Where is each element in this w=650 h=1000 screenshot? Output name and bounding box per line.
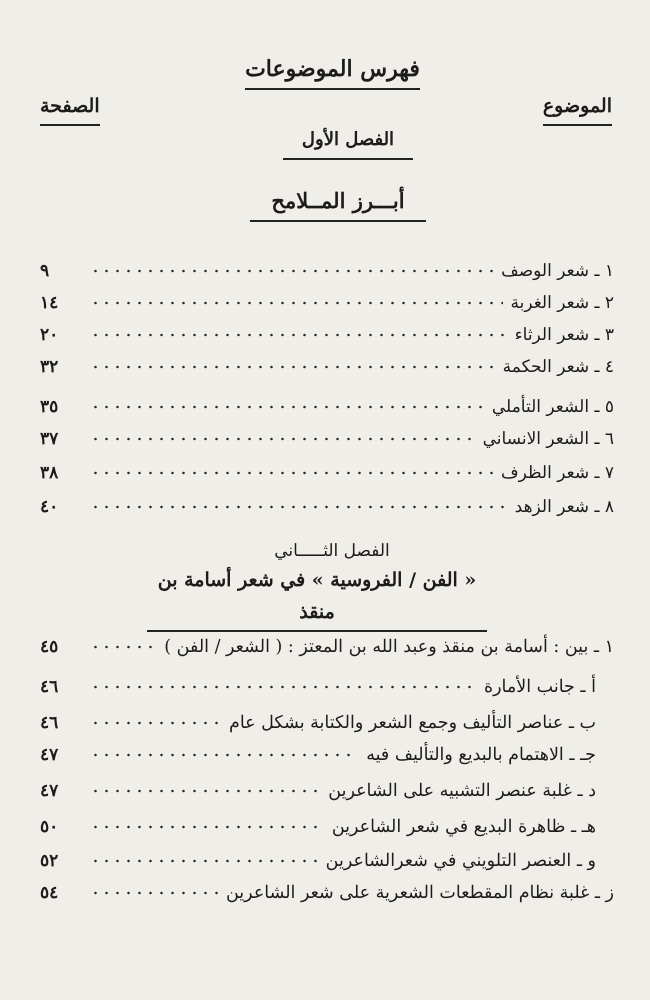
entry-label: ٦ ـ الشعر الانساني [482,429,614,449]
entry-page: ٥٢ [40,851,59,871]
entry-label: و ـ العنصر التلويني في شعرالشاعرين [325,851,596,871]
entry-page: ٤٧ [40,781,59,801]
leader-dots [90,891,218,895]
leader-dots [90,685,476,689]
toc-entry [40,878,614,908]
toc-entry [40,256,614,286]
toc-entry [40,812,596,842]
leader-dots [90,333,507,337]
entry-page: ٤٧ [40,745,59,765]
toc-entry [40,740,596,770]
entry-page: ٢٠ [40,325,59,345]
entry-page: ٣٨ [40,463,59,483]
entry-page: ٣٥ [40,397,59,417]
entry-label: ٥ ـ الشعر التأملي [491,397,614,417]
column-header-page: الصفحة [40,92,100,126]
toc-entry [40,708,596,738]
column-header-topic: الموضوع [543,92,612,126]
leader-dots [90,269,493,273]
leader-dots [90,365,495,369]
toc-entry [40,458,614,488]
leader-dots [90,505,507,509]
chapter-1-title: الفصل الأول [283,124,413,160]
toc-entry [40,320,614,350]
entry-page: ٣٧ [40,429,59,449]
entry-page: ٤٦ [40,713,59,733]
leader-dots [90,471,493,475]
entry-label: ١ ـ شعر الوصف [501,261,614,281]
chapter-2-title: الفصل الثـــــاني [274,541,390,561]
entry-page: ٤٠ [40,497,59,517]
leader-dots [90,789,320,793]
entry-label: ١ ـ بين : أسامة بن منقذ وعبد الله بن المعتز : ( الشعر / الفن ) [164,637,614,657]
toc-entry [40,492,614,522]
leader-dots [90,405,484,409]
chapter-1-subtitle: أبـــرز المــلامح [250,184,426,222]
entry-label: ز ـ غلبة نظام المقطعات الشعرية على شعر الشاعرين [225,883,614,903]
toc-entry [40,672,596,702]
entry-label: ب ـ عناصر التأليف وجمع الشعر والكتابة بشكل عام [229,713,596,733]
leader-dots [90,859,318,863]
leader-dots [90,437,475,441]
toc-entry [40,424,614,454]
leader-dots [90,753,358,757]
leader-dots [90,301,503,305]
toc-entry [40,288,614,318]
toc-entry [40,846,596,876]
entry-page: ٣٢ [40,357,59,377]
entry-label: هـ ـ ظاهرة البديع في شعر الشاعرين [331,817,596,837]
entry-label: د ـ غلبة عنصر التشبيه على الشاعرين [328,781,596,801]
entry-label: جـ ـ الاهتمام بالبديع والتأليف فيه [366,745,596,765]
entry-page: ٩ [40,261,50,281]
entry-label: ٢ ـ شعر الغربة [510,293,614,313]
toc-entry [40,632,614,662]
leader-dots [90,645,156,649]
chapter-2-subtitle: « الفن / الفروسية » في شعر أسامة بن منقذ [147,564,487,632]
toc-entry [40,392,614,422]
entry-page: ١٤ [40,293,59,313]
toc-entry [40,352,614,382]
entry-page: ٥٤ [40,883,59,903]
entry-page: ٥٠ [40,817,59,837]
page-title: فهرس الموضوعات [245,52,420,90]
entry-page: ٤٦ [40,677,59,697]
entry-label: ٣ ـ شعر الرثاء [514,325,614,345]
entry-label: ٤ ـ شعر الحكمة [502,357,614,377]
toc-entry [40,776,596,806]
entry-label: أ ـ جانب الأمارة [483,677,596,697]
leader-dots [90,721,221,725]
leader-dots [90,825,324,829]
entry-label: ٨ ـ شعر الزهد [514,497,614,517]
entry-page: ٤٥ [40,637,59,657]
entry-label: ٧ ـ شعر الظرف [500,463,614,483]
